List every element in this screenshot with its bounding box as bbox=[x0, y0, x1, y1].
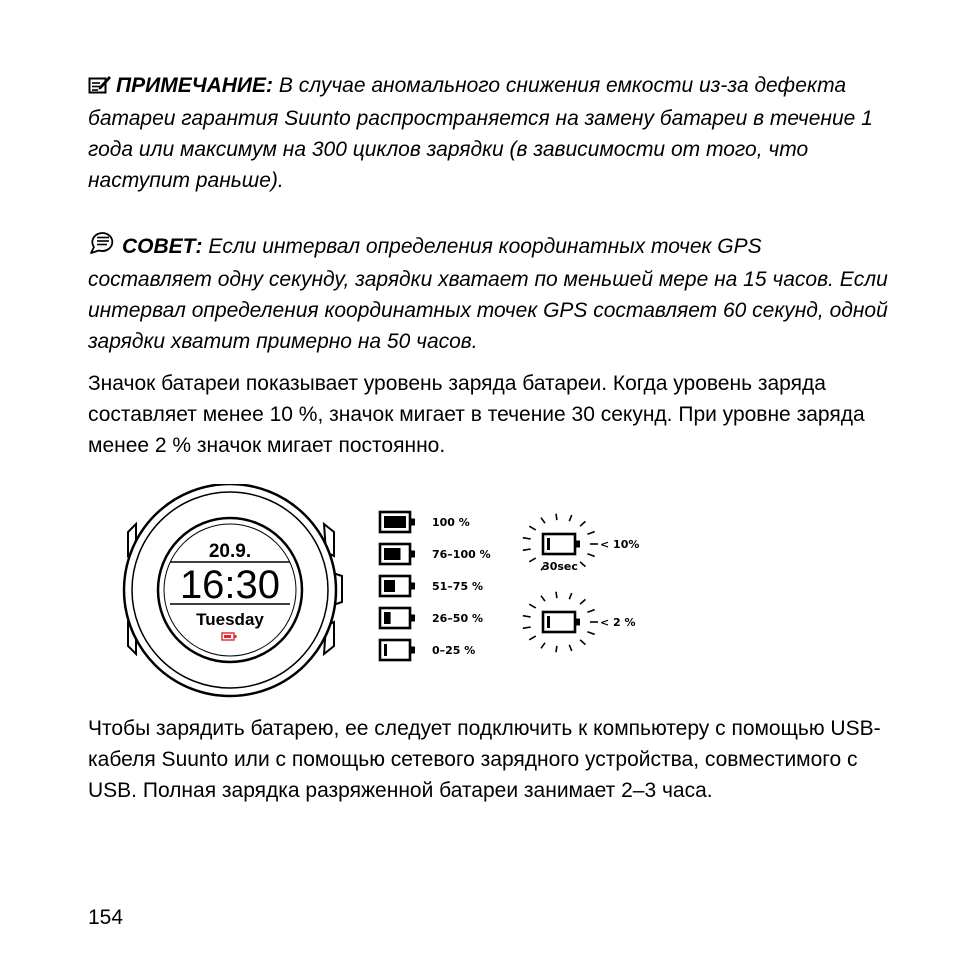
blinking-battery-indicator bbox=[523, 592, 636, 652]
blink-ray bbox=[556, 592, 557, 598]
blink-ray bbox=[580, 599, 585, 604]
blink-ray bbox=[523, 627, 531, 628]
note-label: ПРИМЕЧАНИЕ: bbox=[116, 74, 274, 97]
blinking-battery-list bbox=[523, 514, 640, 652]
blink-ray bbox=[556, 514, 557, 520]
blink-ray bbox=[569, 645, 571, 651]
battery-figure bbox=[118, 484, 658, 698]
battery-description: Значок батареи показывает уровень заряда батареи. Когда уровень заряда составляет менее 10 %, значок мигает в течение 30 секунд. При уровне заряда менее 2 % значок мигает постоянно. bbox=[88, 372, 865, 457]
blink-ray bbox=[523, 538, 531, 539]
blink-ray bbox=[580, 521, 585, 526]
watch-day: Tuesday bbox=[196, 610, 264, 629]
battery-level-icon bbox=[380, 640, 415, 660]
blink-duration-label: 30sec bbox=[542, 560, 578, 573]
note-icon bbox=[88, 72, 112, 103]
battery-level-list bbox=[380, 512, 491, 660]
blink-ray bbox=[587, 554, 594, 557]
blink-ray bbox=[529, 604, 535, 608]
battery-level-icon bbox=[380, 576, 415, 596]
watch-time: 16:30 bbox=[179, 563, 281, 607]
blink-ray bbox=[587, 632, 594, 635]
blink-ray bbox=[587, 532, 594, 535]
battery-level-label: 76–100 % bbox=[432, 548, 491, 561]
battery-level-label: 51–75 % bbox=[432, 580, 483, 593]
blinking-battery-icon bbox=[543, 612, 580, 632]
blink-ray bbox=[569, 515, 571, 521]
blink-ray bbox=[587, 610, 594, 613]
battery-levels-illustration bbox=[118, 484, 658, 698]
blink-ray bbox=[556, 646, 557, 652]
note-paragraph bbox=[88, 70, 888, 196]
blink-ray bbox=[523, 549, 531, 550]
blinking-threshold-label: < 2 % bbox=[600, 616, 636, 629]
tip-label: СОВЕТ: bbox=[122, 235, 203, 258]
blink-ray bbox=[529, 636, 535, 640]
blink-ray bbox=[523, 616, 531, 617]
blink-ray bbox=[580, 562, 585, 567]
blink-ray bbox=[541, 643, 545, 649]
charging-description: Чтобы зарядить батарею, ее следует подключить к компьютеру с помощью USB-кабеля Suunto или с помощью сетевого зарядного устройства, совместимого с USB. Полная зарядка разряженной батареи занимает 2–3 часа. bbox=[88, 717, 881, 802]
page-number: 154 bbox=[88, 906, 124, 929]
blinking-threshold-label: < 10% bbox=[600, 538, 640, 551]
watch-illustration bbox=[124, 484, 342, 696]
battery-level-icon bbox=[380, 544, 415, 564]
battery-level-label: 100 % bbox=[432, 516, 470, 529]
blink-ray bbox=[529, 526, 535, 530]
battery-level-label: 0–25 % bbox=[432, 644, 476, 657]
blink-ray bbox=[541, 596, 545, 602]
battery-level-label: 26–50 % bbox=[432, 612, 483, 625]
battery-level-icon bbox=[380, 512, 415, 532]
blink-ray bbox=[569, 593, 571, 599]
blinking-battery-indicator bbox=[523, 514, 640, 573]
battery-level-icon bbox=[380, 608, 415, 628]
watch-date: 20.9. bbox=[208, 541, 252, 562]
tip-paragraph bbox=[88, 231, 888, 357]
tip-text: Если интервал определения координатных точек GPS составляет одну секунду, зарядки хватает по меньшей мере на 15 часов. Если интервал определения координатных точек GPS составляет 60 секунд, одной зарядки хватит примерно на 50 часов. bbox=[88, 235, 888, 353]
tip-icon bbox=[88, 231, 118, 264]
blink-ray bbox=[541, 518, 545, 524]
note-text: В случае аномального снижения емкости из-за дефекта батареи гарантия Suunto распространяется на замену батареи в течение 1 года или максимум на 300 циклов зарядки (в зависимости от того, что наступит раньше). bbox=[88, 74, 873, 192]
blink-ray bbox=[580, 640, 585, 645]
blinking-battery-icon bbox=[543, 534, 580, 554]
blink-ray bbox=[529, 558, 535, 562]
